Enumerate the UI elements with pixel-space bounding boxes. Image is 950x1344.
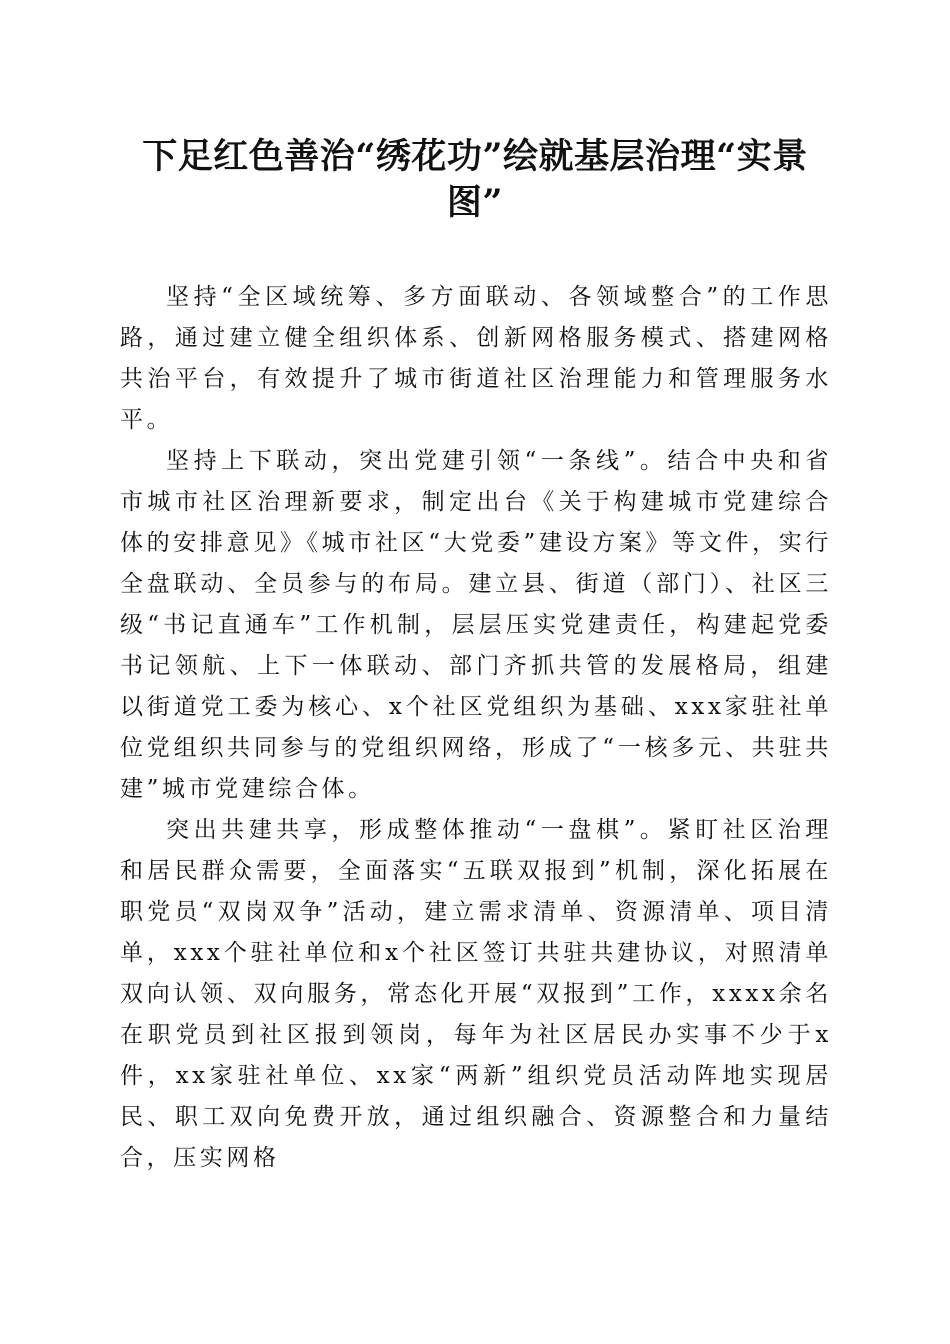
page-title: 下足红色善治“绣花功”绘就基层治理“实景图” — [142, 136, 808, 223]
paragraph-intro: 坚持“全区域统筹、多方面联动、各领域整合”的工作思路，通过建立健全组织体系、创新网格服务模式、搭建网格共治平台，有效提升了城市街道社区治理能力和管理服务水平。 — [120, 284, 832, 433]
paragraph-linkage: 坚持上下联动，突出党建引领“一条线”。结合中央和省市城市社区治理新要求，制定出台《关于构建城市党建综合体的安排意见》《城市社区“大党委”建设方案》等文件，实行全盘联动、全员参与的布局。建立县、街道（部门）、社区三级“书记直通车”工作机制，层层压实党建责任，构建起党委书记领航、上下一体联动、部门齐抓共管的发展格局，组建以街道党工委为核心、x个社区党组织为基础、xxx家驻社单位党组织共同参与的党组织网络，形成了“一核多元、共驻共建”城市党建综合体。 — [120, 448, 832, 802]
paragraph-co-building: 突出共建共享，形成整体推动“一盘棋”。紧盯社区治理和居民群众需要，全面落实“五联双报到”机制，深化拓展在职党员“双岗双争”活动，建立需求清单、资源清单、项目清单，xxx个驻社单位和x个社区签订共驻共建协议，对照清单双向认领、双向服务，常态化开展“双报到”工作，xxxx余名在职党员到社区报到领岗，每年为社区居民办实事不少于x件，xx家驻社单位、xx家“两新”组织党员活动阵地实现居民、职工双向免费开放，通过组织融合、资源整合和力量结合，压实网格 — [120, 817, 832, 1171]
document-body — [120, 277, 832, 1179]
